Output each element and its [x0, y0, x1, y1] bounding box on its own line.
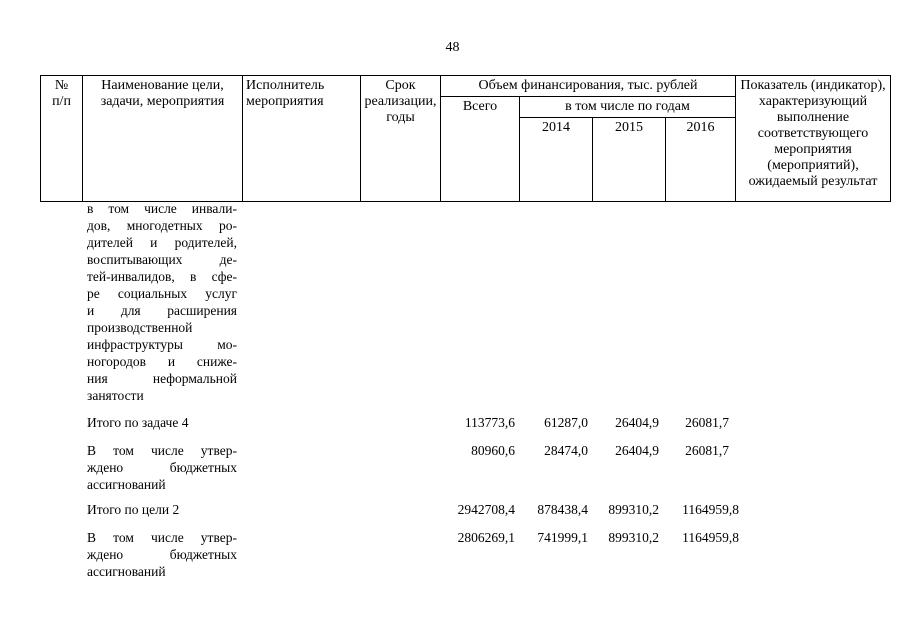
header-year-2014: 2014 [520, 118, 593, 202]
row-task4-approved-total: 80960,6 [471, 443, 515, 458]
row-goal2-2015: 899310,2 [608, 502, 659, 517]
header-name-cell: Наименование цели, задачи, мероприятия [83, 76, 243, 202]
row-goal2-2014: 878438,4 [537, 502, 588, 517]
continuation-line: ния неформальной [87, 371, 237, 386]
continuation-line: и для расширения [87, 303, 237, 318]
row-task4-approved-2016: 26081,7 [685, 443, 729, 458]
row-label-goal2-approved [87, 529, 237, 580]
row-goal2-approved-2015: 899310,2 [608, 530, 659, 545]
row-label-task4-total [87, 414, 237, 431]
row-task4-2016: 26081,7 [685, 415, 729, 430]
continuation-line: дов, многодетных ро- [87, 218, 237, 233]
row-goal2-approved-total: 2806269,1 [457, 530, 515, 545]
header-year-2016: 2016 [666, 118, 736, 202]
continuation-line: дителей и родителей, [87, 235, 237, 250]
row-label-line: ассигнований [87, 477, 166, 492]
page-number: 48 [445, 40, 460, 55]
continuation-line: ре социальных услуг [87, 286, 237, 301]
row-goal2-2016: 1164959,8 [682, 502, 739, 517]
row-task4-approved-2015: 26404,9 [615, 443, 659, 458]
row-task4-2015: 26404,9 [615, 415, 659, 430]
header-num-line1: № [54, 78, 69, 93]
header-term-cell: Срок реализации, годы [361, 76, 441, 202]
header-total-cell: Всего [441, 97, 520, 202]
header-executor-cell: Исполнитель мероприятия [243, 76, 361, 202]
header-num-cell [41, 76, 83, 202]
continuation-line: тей-инвалидов, в сфе- [87, 269, 237, 284]
row-label-line: ассигнований [87, 564, 166, 579]
header-by-year-cell: в том числе по годам [520, 97, 736, 118]
row-label-line: В том числе утвер- [87, 443, 237, 458]
continuation-line: ногородов и сниже- [87, 354, 237, 369]
row-task4-approved-2014: 28474,0 [544, 443, 588, 458]
table-header [40, 75, 891, 202]
header-year-2015: 2015 [593, 118, 666, 202]
row-label-goal2-total [87, 501, 237, 518]
row-task4-2014: 61287,0 [544, 415, 588, 430]
header-funding-cell: Объем финансирования, тыс. рублей [441, 76, 736, 97]
header-num-line2: п/п [52, 94, 71, 109]
row-goal2-approved-2016: 1164959,8 [682, 530, 739, 545]
row-label-line: ждено бюджетных [87, 460, 237, 475]
continuation-line: воспитывающих де- [87, 252, 237, 267]
row-label-line: Итого по цели 2 [87, 502, 180, 517]
row-label-line: ждено бюджетных [87, 547, 237, 562]
row-label-line: Итого по задаче 4 [87, 415, 189, 430]
row-label-task4-approved [87, 442, 237, 493]
continuation-line: инфраструктуры мо- [87, 337, 237, 352]
header-indicator-cell: Показатель (индикатор), характеризующий выполнение соответствующего мероприятия (мероприятий), ожидаемый результат [736, 76, 891, 202]
row-label-line: В том числе утвер- [87, 530, 237, 545]
row-goal2-approved-2014: 741999,1 [537, 530, 588, 545]
continuation-line: занятости [87, 388, 144, 403]
row-task4-total: 113773,6 [464, 415, 515, 430]
continuation-line: производственной [87, 320, 193, 335]
row-goal2-total: 2942708,4 [457, 502, 515, 517]
continuation-text [87, 200, 237, 404]
continuation-line: в том числе инвали- [87, 201, 237, 216]
